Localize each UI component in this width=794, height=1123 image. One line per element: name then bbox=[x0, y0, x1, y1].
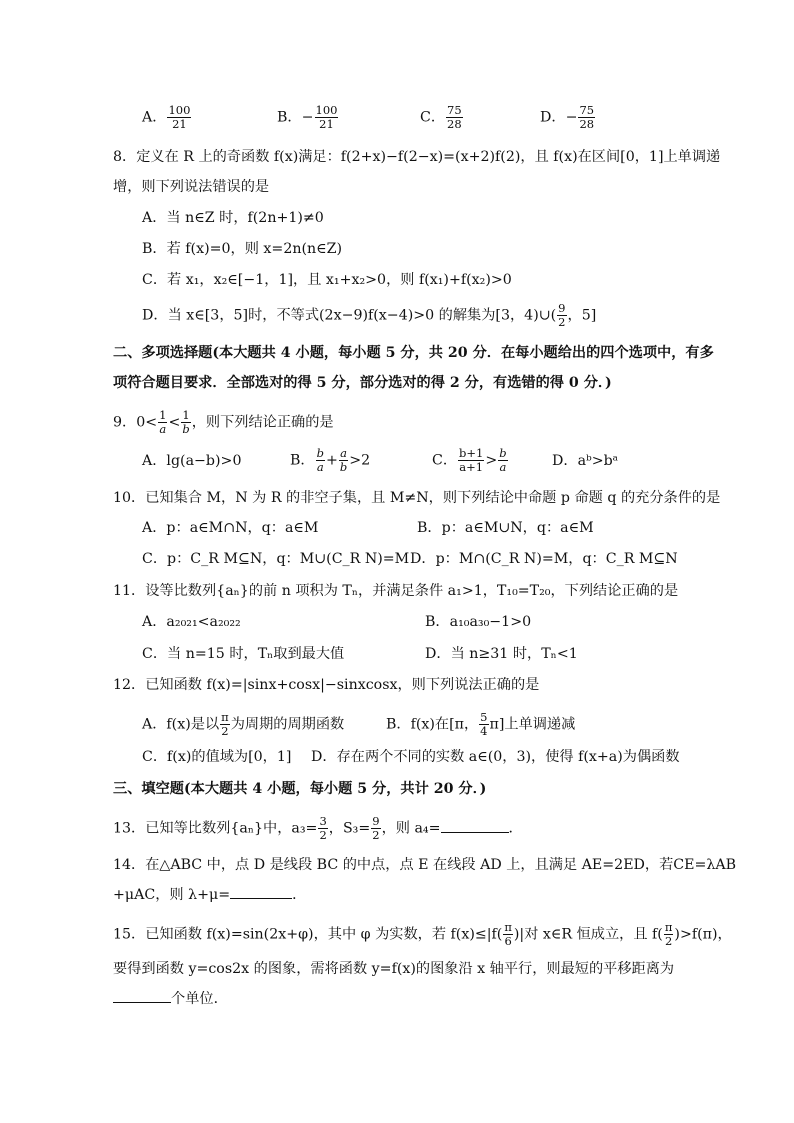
denominator: 21 bbox=[172, 117, 187, 131]
q10-option-b: B．p：a∈M∪N，q：a∈M bbox=[417, 520, 594, 536]
text: ． bbox=[508, 820, 523, 837]
text: ，则 a₄= bbox=[381, 820, 441, 837]
q14-stem-line2 bbox=[113, 886, 306, 904]
text: B． bbox=[290, 452, 315, 469]
q7-option-d bbox=[540, 104, 596, 131]
denominator: 2 bbox=[319, 828, 327, 842]
text: 个单位． bbox=[171, 991, 228, 1007]
fraction bbox=[315, 104, 339, 131]
fraction bbox=[167, 104, 191, 131]
denominator: 4 bbox=[480, 724, 488, 738]
denominator: 28 bbox=[579, 117, 595, 131]
denominator: 6 bbox=[504, 934, 512, 948]
answer-blank[interactable] bbox=[230, 886, 292, 899]
numerator: π bbox=[221, 710, 229, 724]
q8-option-d bbox=[142, 302, 596, 329]
numerator: 5 bbox=[480, 710, 488, 724]
q11-option-b: B．a₁₀a₃₀−1>0 bbox=[425, 614, 532, 630]
q15-stem-line2: 要得到函数 y=cos2x 的图象，需将函数 y=f(x)的图象沿 x 轴平行，则最短的平移距离为 bbox=[113, 961, 675, 977]
denominator: 2 bbox=[664, 934, 673, 948]
text: D．当 x∈[3，5]时，不等式(2x−9)f(x−4)>0 的解集为[3，4)∪( bbox=[142, 307, 557, 324]
text: + bbox=[326, 452, 338, 469]
q8-option-a: A．当 n∈Z 时，f(2n+1)≠0 bbox=[142, 210, 324, 226]
text: ，S₃= bbox=[328, 820, 371, 837]
numerator: 9 bbox=[558, 301, 566, 315]
text: 13．已知等比数列{aₙ}中，a₃= bbox=[113, 820, 318, 837]
q14-stem-line1: 14．在△ABC 中，点 D 是线段 BC 的中点，点 E 在线段 AD 上，且满足 AE=2ED，若CE=λAB bbox=[113, 857, 737, 873]
text: 15．已知函数 f(x)=sin(2x+φ)，其中 φ 为实数，若 f(x)≤|f( bbox=[113, 926, 503, 943]
text: A．f(x)是以 bbox=[142, 716, 220, 733]
q10-option-d: D．p：M∩(C_R N)=M，q：C_R M⊆N bbox=[410, 551, 678, 567]
numerator: 75 bbox=[579, 103, 595, 117]
text: )>f(π)， bbox=[674, 926, 732, 943]
denominator: 2 bbox=[372, 828, 380, 842]
q11-option-a: A．a₂₀₂₁<a₂₀₂₂ bbox=[142, 614, 241, 630]
text: 9．0< bbox=[113, 414, 158, 431]
denominator: 28 bbox=[447, 117, 462, 131]
denominator: 2 bbox=[221, 724, 229, 738]
q12-option-d: D．存在两个不同的实数 a∈(0，3)，使得 f(x+a)为偶函数 bbox=[311, 749, 680, 765]
numerator: 1 bbox=[182, 408, 190, 422]
denominator: a bbox=[316, 460, 324, 474]
fraction bbox=[664, 921, 674, 948]
text: >2 bbox=[349, 452, 371, 469]
q8-stem-line1: 8．定义在 R 上的奇函数 f(x)满足：f(2+x)−f(2−x)=(x+2)f(2)，且 f(x)在区间[0，1]上单调递 bbox=[113, 149, 721, 165]
text: π]上单调递减 bbox=[489, 716, 576, 733]
q8-option-c: C．若 x₁，x₂∈[−1，1]，且 x₁+x₂>0，则 f(x₁)+f(x₂)>0 bbox=[142, 272, 512, 288]
denominator: b bbox=[182, 422, 190, 436]
section-3-heading: 三、填空题(本大题共 4 小题，每小题 5 分，共计 20 分．) bbox=[113, 781, 487, 797]
text: ，5] bbox=[567, 307, 597, 324]
text: C． bbox=[432, 452, 458, 469]
q8-stem-line2: 增，则下列说法错误的是 bbox=[113, 179, 270, 195]
text: )|对 x∈R 恒成立，且 f( bbox=[513, 926, 663, 943]
option-label: B．− bbox=[277, 109, 314, 126]
fraction bbox=[479, 711, 488, 738]
text: B．f(x)在[π， bbox=[386, 716, 479, 733]
q9-option-c bbox=[432, 447, 509, 474]
q7-option-b bbox=[277, 104, 339, 131]
q15-stem-line1 bbox=[113, 921, 732, 948]
numerator: 9 bbox=[372, 814, 380, 828]
fraction bbox=[318, 815, 327, 842]
fraction bbox=[316, 447, 325, 474]
numerator: b+1 bbox=[459, 446, 484, 460]
denominator: b bbox=[339, 460, 348, 474]
option-label: D．− bbox=[540, 109, 578, 126]
q12-stem: 12．已知函数 f(x)=|sinx+cosx|−sinxcosx，则下列说法正确的是 bbox=[113, 677, 540, 693]
q10-option-a: A．p：a∈M∩N，q：a∈M bbox=[142, 520, 319, 536]
answer-blank[interactable] bbox=[113, 990, 171, 1003]
q12-option-c: C．f(x)的值域为[0，1] bbox=[142, 749, 292, 765]
q8-option-b: B．若 f(x)=0，则 x=2n(n∈Z) bbox=[142, 241, 343, 257]
fraction bbox=[220, 711, 230, 738]
fraction bbox=[158, 409, 167, 436]
q11-stem: 11．设等比数列{aₙ}的前 n 项积为 Tₙ，并满足条件 a₁>1，T₁₀=T₂₀，下列结论正确的是 bbox=[113, 583, 679, 599]
numerator: 75 bbox=[447, 103, 462, 117]
text: 为周期的周期函数 bbox=[230, 716, 345, 733]
numerator: 3 bbox=[319, 814, 327, 828]
q11-option-d: D．当 n≥31 时，Tₙ<1 bbox=[425, 646, 578, 662]
text: > bbox=[485, 452, 498, 469]
q9-option-d: D．aᵇ>bᵃ bbox=[552, 453, 619, 469]
q7-option-a bbox=[142, 104, 192, 131]
fraction bbox=[498, 447, 507, 474]
q9-stem bbox=[113, 409, 334, 436]
q12-option-a bbox=[142, 711, 344, 738]
q9-option-a: A．lg(a−b)>0 bbox=[142, 453, 242, 469]
denominator: a+1 bbox=[459, 460, 484, 474]
fraction bbox=[371, 815, 380, 842]
answer-blank[interactable] bbox=[441, 820, 509, 833]
q15-stem-line3 bbox=[113, 990, 228, 1008]
fraction bbox=[557, 302, 566, 329]
q11-option-c: C．当 n=15 时，Tₙ取到最大值 bbox=[142, 646, 345, 662]
numerator: 100 bbox=[168, 103, 191, 117]
q10-option-c: C．p：C_R M⊆N，q：M∪(C_R N)=M bbox=[142, 551, 410, 567]
numerator: π bbox=[664, 920, 673, 934]
q10-stem: 10．已知集合 M，N 为 R 的非空子集，且 M≠N，则下列结论中命题 p 命题 q 的充分条件的是 bbox=[113, 490, 721, 506]
q9-option-b bbox=[290, 447, 370, 474]
section-2-heading-line1: 二、多项选择题(本大题共 4 小题，每小题 5 分，共 20 分．在每小题给出的四个选项中，有多 bbox=[113, 345, 714, 361]
section-2-heading-line2: 项符合题目要求．全部选对的得 5 分，部分选对的得 2 分，有选错的得 0 分．) bbox=[113, 375, 612, 391]
text: < bbox=[168, 414, 181, 431]
fraction bbox=[181, 409, 190, 436]
fraction bbox=[458, 447, 484, 474]
fraction bbox=[339, 447, 348, 474]
denominator: a bbox=[499, 460, 507, 474]
denominator: 2 bbox=[558, 315, 566, 329]
numerator: b bbox=[499, 446, 507, 460]
text: ． bbox=[292, 887, 307, 903]
option-label: C． bbox=[420, 109, 446, 126]
fraction bbox=[446, 104, 463, 131]
numerator: π bbox=[504, 920, 512, 934]
q12-option-b bbox=[386, 711, 575, 738]
q13-stem bbox=[113, 815, 523, 842]
numerator: b bbox=[316, 446, 324, 460]
numerator: a bbox=[340, 446, 347, 460]
denominator: 21 bbox=[319, 117, 334, 131]
fraction bbox=[578, 104, 595, 131]
text: +μAC，则 λ+μ= bbox=[113, 887, 231, 903]
q7-option-c bbox=[420, 104, 464, 131]
option-label: A． bbox=[142, 109, 167, 126]
numerator: 1 bbox=[159, 408, 167, 422]
denominator: a bbox=[159, 422, 167, 436]
numerator: 100 bbox=[315, 103, 338, 117]
fraction bbox=[503, 921, 513, 948]
text: ，则下列结论正确的是 bbox=[191, 414, 334, 431]
